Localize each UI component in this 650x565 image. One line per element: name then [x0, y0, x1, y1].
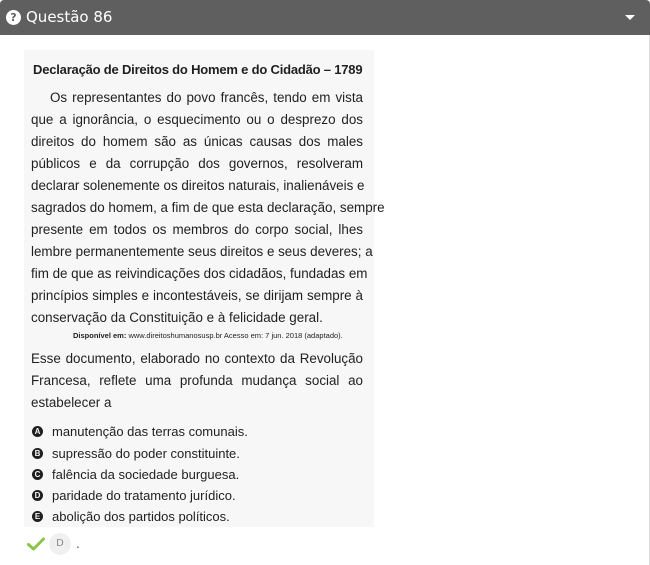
option-text: abolição dos partidos políticos.	[52, 508, 230, 524]
document-line: lembre permanentemente seus direitos e seus deveres; a	[31, 244, 373, 259]
question-header[interactable]	[0, 0, 650, 35]
source-access: Acesso em: 7 jun. 2018 (adaptado).	[223, 331, 343, 340]
question-line: Francesa, reflete uma profunda mudança social ao	[31, 373, 363, 388]
option-a[interactable]	[32, 423, 248, 439]
document-source	[73, 331, 343, 340]
option-text: falência da sociedade burguesa.	[52, 466, 240, 482]
option-e[interactable]	[32, 508, 230, 524]
question-title: Questão 86	[26, 8, 113, 26]
source-url: www.direitoshumanosusp.br	[128, 331, 223, 340]
document-line: que a ignorância, o esquecimento ou o desprezo dos	[31, 112, 363, 127]
option-text: supressão do poder constituinte.	[52, 445, 240, 461]
document-line: Os representantes do povo francês, tendo em vista	[50, 90, 363, 105]
option-c[interactable]	[32, 466, 239, 482]
option-text: manutenção das terras comunais.	[52, 423, 248, 439]
document-line: sagrados do homem, a fim de que esta declaração, sempre	[31, 200, 385, 215]
option-letter-badge: C	[32, 469, 43, 480]
question-line: Esse documento, elaborado no contexto da Revolução	[31, 351, 363, 366]
option-d[interactable]	[32, 487, 236, 503]
document-line: direitos do homem são as únicas causas dos males	[31, 134, 363, 149]
source-label: Disponível em:	[73, 331, 127, 340]
question-image	[24, 50, 385, 527]
option-letter-badge: B	[32, 448, 43, 459]
document-line: declarar solenemente os direitos naturais, inalienáveis e	[31, 178, 365, 193]
option-text: paridade do tratamento jurídico.	[52, 487, 236, 503]
option-letter-badge: E	[32, 511, 43, 522]
document-title: Declaração de Direitos do Homem e do Cidadão – 1789	[33, 62, 363, 77]
document-line: conservação da Constituição e à felicidade geral.	[31, 310, 323, 325]
answer-row	[27, 532, 80, 556]
check-icon	[27, 537, 45, 551]
option-letter-badge: D	[32, 490, 43, 501]
collapse-caret-icon[interactable]	[625, 15, 635, 20]
answer-letter-badge: D	[49, 533, 71, 555]
question-line: estabelecer a	[31, 395, 112, 410]
answer-suffix: .	[76, 537, 80, 551]
help-icon[interactable]: ?	[6, 10, 21, 25]
document-line: princípios simples e incontestáveis, se dirijam sempre à	[31, 288, 363, 303]
option-letter-badge: A	[32, 426, 43, 437]
document-line: presente em todos os membros do corpo social, lhes	[31, 222, 363, 237]
document-line: públicos e da corrupção dos governos, resolveram	[31, 156, 363, 171]
document-line: fim de que as reivindicações dos cidadãos, fundadas em	[31, 266, 368, 281]
option-b[interactable]	[32, 445, 240, 461]
